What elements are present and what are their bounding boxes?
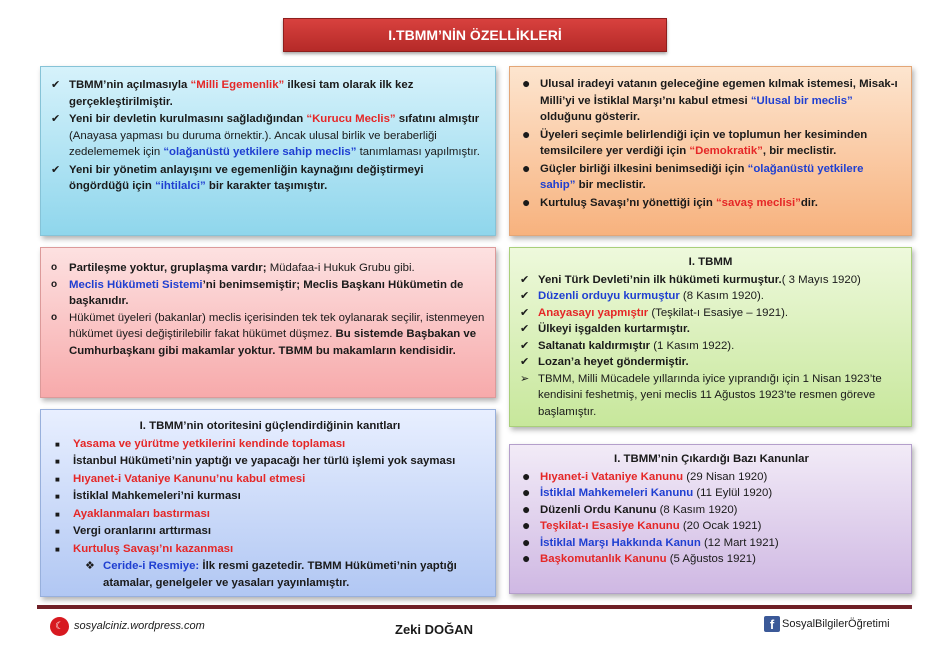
panel-government-system [40, 247, 496, 398]
item-text [540, 76, 901, 126]
text-run: , bir meclistir. [762, 145, 837, 157]
text-run: Hıyanet-i Vataniye Kanunu [540, 470, 684, 483]
text-run: (11 Eylül 1920) [693, 487, 773, 499]
list-item [520, 272, 901, 289]
bullet-icon: ➢ [520, 372, 530, 385]
list-item [522, 535, 901, 552]
text-run: Meclis Hükümeti Sistemi [69, 278, 203, 291]
list-item [522, 76, 901, 126]
list-item [522, 161, 901, 194]
list-item [51, 162, 485, 195]
item-text [73, 453, 485, 470]
item-text [538, 371, 901, 421]
text-run: Düzenli orduyu kurmuştur [538, 290, 680, 302]
text-run: Vergi oranlarını arttırması [73, 525, 212, 537]
text-run: Kurtuluş Savaşı’nı yönettiği için [540, 196, 716, 209]
text-run: Hükümet üyeleri (bakanlar) meclis içerisinden tek tek oylanarak seçilir, istenmeyen hükümet üyesi değiştirilebilir fakat hükümet düşmez. [69, 311, 485, 340]
text-run: Yeni bir yönetim anlayışını ve egemenliğin kaynağını değiştirmeyi öngördüğü için [69, 163, 424, 192]
text-run: “ihtilalci” [155, 180, 206, 192]
text-run: (Anayasa yapması bu duruma örnektir.). Ancak ulusal birlik ve beraberliği zedelememek için [69, 129, 437, 158]
bullet-icon: o [51, 311, 58, 323]
text-run: “Demokratik” [689, 145, 763, 157]
list-item [522, 127, 901, 160]
footer-facebook[interactable] [764, 616, 890, 632]
text-run: Üyeleri seçimle belirlendiği için ve toplumun her kesiminden temsilcilere yer verdiği için [540, 128, 868, 157]
page-title: I.TBMM’NİN ÖZELLİKLERİ [283, 18, 667, 52]
item-text [73, 523, 485, 540]
facebook-page-name[interactable]: SosyalBilgilerÖğretimi [782, 618, 890, 630]
list-item [520, 288, 901, 305]
item-text [69, 277, 485, 310]
item-text [540, 161, 901, 194]
item-text [538, 305, 901, 322]
text-run: ilkesi tam olarak ilk kez gerçekleştirilmiştir. [69, 79, 414, 108]
text-run: (8 Kasım 1920). [679, 290, 764, 302]
bullet-icon: ✔ [520, 290, 530, 302]
list-item [520, 338, 901, 355]
panel-meclis-features [40, 66, 496, 236]
item-text [540, 535, 901, 552]
text-run: İstanbul Hükümeti’nin yaptığı ve yapacağı her türlü işlemi yok sayması [73, 455, 456, 467]
item-text [69, 310, 485, 360]
text-run: İstiklal Marşı Hakkında Kanun [540, 536, 701, 549]
bullet-icon: ✔ [51, 163, 61, 176]
bullet-icon: ● [522, 75, 531, 91]
list-item [55, 541, 485, 559]
list-item [522, 518, 901, 535]
panel-title: I. TBMM’nin Çıkardığı Bazı Kanunlar [614, 453, 809, 465]
bullet-icon: ● [522, 159, 531, 176]
panel-title: I. TBMM [688, 256, 733, 268]
text-run: bir karakter taşımıştır. [205, 180, 328, 192]
item-text [540, 195, 901, 212]
bullet-icon: o [51, 262, 58, 273]
text-run: Saltanatı kaldırmıştır [538, 339, 651, 352]
item-text [73, 541, 485, 558]
panel-first-tbmm [509, 247, 912, 427]
list-item [55, 506, 485, 524]
text-run: Hıyanet-i Vataniye Kanunu’nu kabul etmesi [73, 472, 306, 485]
text-run: Yeni Türk Devleti’nin ilk hükümeti kurmuştur. [538, 273, 782, 286]
item-text [538, 272, 901, 289]
text-run: Teşkilat-ı Esasiye Kanunu [540, 520, 680, 532]
bullet-icon: ✔ [520, 306, 530, 319]
item-text [69, 77, 485, 110]
text-run: “Ulusal bir meclis” [750, 94, 853, 107]
text-run: (1 Kasım 1922). [650, 339, 735, 352]
text-run: ( 3 Mayıs 1920) [781, 273, 861, 286]
list-item [522, 485, 901, 502]
text-run: Anayasayı yapmıştır [538, 306, 649, 319]
text-run: olduğunu gösterir. [540, 111, 640, 123]
item-text [538, 354, 901, 371]
bullet-icon: ● [522, 125, 531, 142]
panel-laws [509, 444, 912, 594]
list-item [55, 488, 485, 506]
text-run: (20 Ocak 1921) [679, 520, 762, 532]
bullet-icon: ■ [55, 474, 60, 484]
list-item [55, 523, 485, 541]
list-item [51, 77, 485, 110]
bullet-icon: ■ [55, 492, 60, 501]
text-run: bir meclistir. [575, 179, 646, 191]
footer-divider [37, 605, 912, 609]
text-run: Güçler birliği ilkesini benimsediği için [540, 162, 748, 175]
item-text [540, 502, 901, 519]
bullet-icon: ✔ [51, 113, 61, 125]
item-text [540, 469, 901, 486]
text-run: Partileşme yoktur, gruplaşma vardır; [69, 262, 267, 274]
list-item [520, 354, 901, 371]
text-run: İstiklal Mahkemeleri’ni kurması [73, 490, 241, 502]
list-item [55, 453, 485, 471]
item-text [103, 558, 485, 591]
item-text [69, 260, 485, 277]
text-run: Yasama ve yürütme yetkilerini kendinde toplaması [73, 437, 346, 450]
text-run: “savaş meclisi” [715, 196, 801, 209]
text-run: Bu sistemde Başbakan ve Cumhurbaşkanı gibi makamlar yoktur. TBMM bu makamların kendisidir. [69, 328, 477, 357]
item-text [73, 506, 485, 523]
author-name: Zeki DOĞAN [395, 622, 474, 637]
list-item [51, 277, 485, 310]
text-run: Müdafaa-i Hukuk Grubu gibi. [266, 262, 415, 274]
list-item [522, 502, 901, 519]
list-item [522, 551, 901, 568]
bullet-icon: ✔ [520, 323, 530, 335]
list-item [51, 111, 485, 161]
text-run: tanımlaması yapılmıştır. [356, 146, 480, 158]
item-text [540, 127, 901, 160]
item-text [540, 551, 901, 568]
text-run: Ayaklanmaları bastırması [73, 507, 210, 520]
list-item [51, 310, 485, 360]
bullet-icon: ■ [55, 527, 60, 536]
text-run: Lozan’a heyet göndermiştir. [538, 356, 689, 368]
item-text [73, 471, 485, 488]
text-run: (8 Kasım 1920) [656, 503, 738, 516]
item-text [538, 288, 901, 305]
bullet-icon: ■ [55, 439, 60, 449]
bullet-icon: ● [522, 533, 531, 550]
list-item [51, 260, 485, 277]
footer-site[interactable] [50, 614, 205, 638]
bullet-icon: ● [522, 517, 531, 533]
text-run: Yeni bir devletin kurulmasını sağladığından [69, 113, 307, 125]
turkish-flag-icon: ☾ [50, 617, 69, 636]
bullet-icon: o [51, 278, 58, 290]
item-text [538, 338, 901, 355]
text-run: (5 Ağustos 1921) [666, 553, 756, 565]
site-link[interactable]: sosyalciniz.wordpress.com [74, 620, 205, 632]
bullet-icon: ● [522, 484, 531, 500]
text-run: “olağanüstü yetkilere sahip” [540, 162, 864, 191]
list-item [520, 321, 901, 338]
bullet-icon: ■ [55, 457, 60, 466]
bullet-icon: ● [522, 193, 531, 210]
text-run: ’ni benimsemiştir; Meclis Başkanı Hükümetin de başkanıdır. [69, 278, 464, 307]
text-run: “olağanüstü yetkilere sahip meclis” [163, 146, 357, 158]
text-run: (Teşkilat-ı Esasiye – 1921). [648, 306, 789, 319]
bullet-icon: ■ [55, 509, 60, 519]
list-item [522, 195, 901, 212]
text-run: Ceride-i Resmiye: [103, 560, 200, 572]
item-text [73, 488, 485, 505]
bullet-icon: ❖ [85, 560, 95, 572]
panel-meclis-traits [509, 66, 912, 236]
item-text [540, 518, 901, 535]
list-item [520, 371, 901, 421]
bullet-icon: ■ [55, 544, 60, 554]
bullet-icon: ✔ [520, 339, 530, 352]
bullet-icon: ✔ [520, 273, 530, 286]
text-run: dir. [800, 196, 818, 209]
item-text [540, 485, 901, 502]
text-run: sıfatını almıştır [395, 113, 480, 125]
text-run: İstiklal Mahkemeleri Kanunu [540, 487, 694, 499]
text-run: TBMM’nin açılmasıyla [69, 79, 191, 91]
text-run: TBMM, Milli Mücadele yıllarında iyice yıprandığı için 1 Nisan 1923’te kendisini feshetmiş, yeni meclis 11 Ağustos 1923’te resmen göreve başlamıştır. [538, 372, 882, 418]
list-item [55, 436, 485, 454]
text-run: “Kurucu Meclis” [306, 113, 396, 125]
text-run: (29 Nisan 1920) [683, 470, 768, 483]
text-run: Kurtuluş Savaşı’nı kazanması [73, 542, 234, 555]
text-run: (12 Mart 1921) [700, 536, 779, 549]
panel-authority-evidence [40, 409, 496, 597]
item-text [538, 321, 901, 338]
item-text [69, 111, 485, 161]
bullet-icon: ● [522, 500, 531, 517]
bullet-icon: ● [522, 467, 531, 484]
list-item [520, 305, 901, 322]
panel-title: I. TBMM’nin otoritesini güçlendirdiğinin kanıtları [139, 420, 401, 432]
facebook-icon: f [764, 616, 780, 632]
item-text [69, 162, 485, 195]
item-text [73, 436, 485, 453]
text-run: “Milli Egemenlik” [190, 79, 285, 91]
text-run: Ulusal iradeyi vatanın geleceğine egemen kılmak istemesi, Misak-ı Milli’yi ve İstiklal Marşı’nı kabul etmesi [540, 78, 898, 107]
text-run: Başkomutanlık Kanunu [540, 553, 667, 565]
bullet-icon: ✔ [520, 356, 530, 368]
bullet-icon: ● [522, 550, 531, 566]
text-run: Ülkeyi işgalden kurtarmıştır. [538, 323, 690, 335]
list-item [55, 471, 485, 489]
bullet-icon: ✔ [51, 79, 61, 91]
list-item [55, 558, 485, 591]
list-item [522, 469, 901, 486]
text-run: İlk resmi gazetedir. TBMM Hükümeti’nin yaptığı atamalar, genelgeler ve yasaları yayınlamıştır. [103, 560, 457, 589]
text-run: Düzenli Ordu Kanunu [540, 503, 657, 516]
